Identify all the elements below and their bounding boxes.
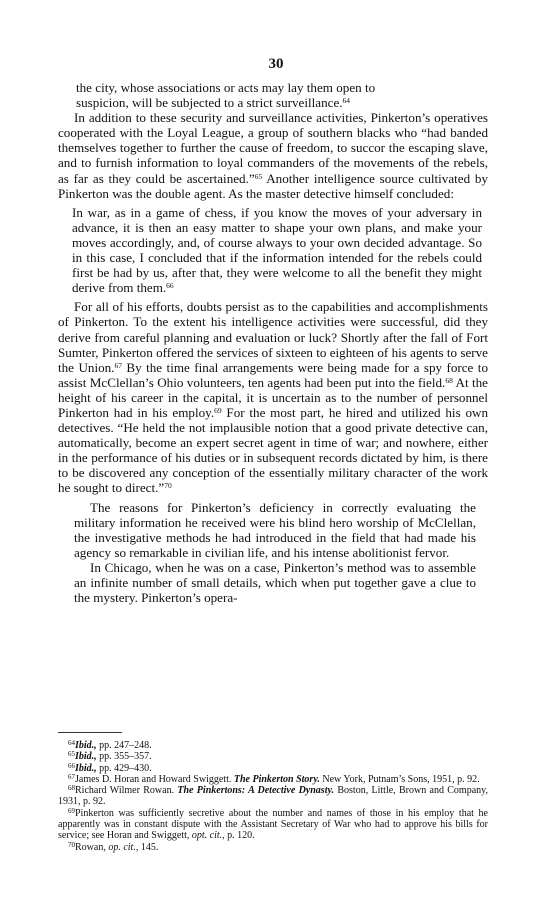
paragraph-doubts-seg3: At the height of his career in the capital, it is uncertain as to the number of personnel Pinkerton had in his employ. bbox=[58, 374, 488, 420]
footnote-cit: opt. cit., bbox=[191, 830, 225, 842]
footnote-title: The Pinkerton Story. bbox=[233, 773, 320, 785]
footnote-number: 64 bbox=[68, 739, 75, 747]
paragraph-continuation bbox=[58, 80, 488, 110]
footnote-number: 67 bbox=[68, 772, 75, 781]
footnote-pages: pp. 355–357. bbox=[96, 751, 152, 763]
footnote-pages: p. 120. bbox=[224, 830, 255, 842]
footnote-publication: Boston, Little, Brown and Company, 1931, p. 92. bbox=[58, 785, 489, 808]
narrow-section bbox=[58, 500, 488, 606]
footnote-70 bbox=[58, 842, 488, 853]
footnote-ref-70: 70 bbox=[164, 481, 172, 491]
footnote-ref-64: 64 bbox=[342, 96, 351, 106]
footnote-cit: op. cit., bbox=[108, 841, 139, 853]
paragraph-doubts-seg2: By the time final arrangements were being made for a spy force to assist McClellan’s Ohio volunteers, ten agents had been put into the field. bbox=[58, 359, 488, 390]
footnote-pages: pp. 247–248. bbox=[96, 740, 152, 751]
footnote-67 bbox=[58, 774, 488, 785]
block-quote-text: In war, as in a game of chess, if you know the moves of your adversary in advance, it is then an easy matter to shape your own plans, and make your moves accordingly, and, of course always to your own decided advantage. So in this case, I concluded that if the information intended for the rebels could first be had by us, after that, they were welcome to all the benefit they might derive from them. bbox=[72, 204, 482, 296]
paragraph-doubts bbox=[58, 299, 488, 495]
footnote-number: 70 bbox=[68, 840, 75, 849]
footnote-title: The Pinkertons: A Detective Dynasty. bbox=[177, 785, 335, 797]
footnote-ibid: Ibid., bbox=[75, 751, 97, 763]
body-text bbox=[58, 80, 488, 605]
footnote-ref-65: 65 bbox=[254, 171, 263, 181]
block-quote bbox=[58, 205, 488, 296]
footnote-number: 65 bbox=[68, 750, 75, 759]
paragraph-chicago: In Chicago, when he was on a case, Pinkerton’s method was to assemble an infinite number of small details, which when put together gave a clue to the mystery. Pinkerton’s opera- bbox=[74, 559, 476, 606]
paragraph-loyal-league-text: In addition to these security and surveillance activities, Pinkerton’s operatives cooperated with the Loyal League, a group of southern blacks who “had banded themselves together to further the cause of freedom, to succor the escaping slave, and to furnish information to loyal commanders of the movements of the rebels, as far as they could be ascertained.” bbox=[58, 110, 488, 186]
footnote-68 bbox=[58, 785, 488, 808]
footnote-64 bbox=[58, 740, 488, 751]
footnote-66 bbox=[58, 763, 488, 774]
footnotes bbox=[58, 740, 488, 853]
footnote-ref-66: 66 bbox=[166, 281, 174, 291]
footnote-pages: pp. 429–430. bbox=[96, 762, 152, 774]
footnote-ref-68: 68 bbox=[445, 375, 453, 385]
footnote-number: 68 bbox=[68, 784, 75, 793]
paragraph-loyal-league-tail: Another intelligence source cultivated by Pinkerton was the double agent. As the master detective himself concluded: bbox=[58, 170, 488, 201]
footnote-authors: Richard Wilmer Rowan. bbox=[75, 785, 178, 797]
footnote-text: Rowan, bbox=[75, 841, 109, 853]
footnote-number: 69 bbox=[68, 806, 75, 815]
footnote-ibid: Ibid., bbox=[75, 740, 97, 751]
footnote-ref-67: 67 bbox=[114, 360, 122, 370]
footnote-text: Pinkerton was sufficiently secretive about the number and names of those in his employ that he apparently was in constant dispute with the Assistant Secretary of War who had to approve his bills for service; see Horan and Swiggett, bbox=[58, 807, 488, 842]
footnote-65 bbox=[58, 751, 488, 762]
page-number: 30 bbox=[268, 56, 284, 72]
footnote-69 bbox=[58, 808, 488, 842]
footnote-pages: 145. bbox=[138, 841, 159, 853]
paragraph-doubts-seg1: For all of his efforts, doubts persist as to the capabilities and accomplishments of Pinkerton. To the extent his intelligence activities were successful, did they derive from careful planning and evaluation or luck? Shortly after the fall of Fort Sumter, Pinkerton offered the services of sixteen to eighteen of his agents to serve the Union. bbox=[58, 299, 488, 375]
footnote-divider bbox=[58, 732, 122, 733]
footnote-authors: James D. Horan and Howard Swiggett. bbox=[75, 773, 234, 785]
footnote-ref-69: 69 bbox=[214, 405, 222, 415]
paragraph-doubts-seg4: For the most part, he hired and utilized his own detectives. “He held the not implausible notion that a good private detective can, automatically, become an expert secret agent in time of war; and nowhere, either in the performance of his duties or in subsequent records dictated by him, is there to be discovered any conception of the essentially military character of the work he sought to direct.” bbox=[58, 404, 488, 496]
continuation-line-1: the city, whose associations or acts may lay them open to bbox=[76, 80, 376, 95]
continuation-line-2 bbox=[58, 95, 488, 110]
paragraph-reasons: The reasons for Pinkerton’s deficiency in correctly evaluating the military information he received were his blind hero worship of McClellan, the investigative methods he had introduced in the field that had made his agency so remarkable in civilian life, and his intense abolitionist fervor. bbox=[74, 499, 476, 560]
continuation-line-2-text: suspicion, will be subjected to a strict surveillance. bbox=[76, 95, 343, 111]
footnote-number: 66 bbox=[68, 761, 75, 770]
paragraph-loyal-league bbox=[58, 110, 488, 201]
footnote-ibid: Ibid., bbox=[75, 762, 97, 774]
footnote-publication: New York, Putnam’s Sons, 1951, p. 92. bbox=[319, 773, 480, 785]
